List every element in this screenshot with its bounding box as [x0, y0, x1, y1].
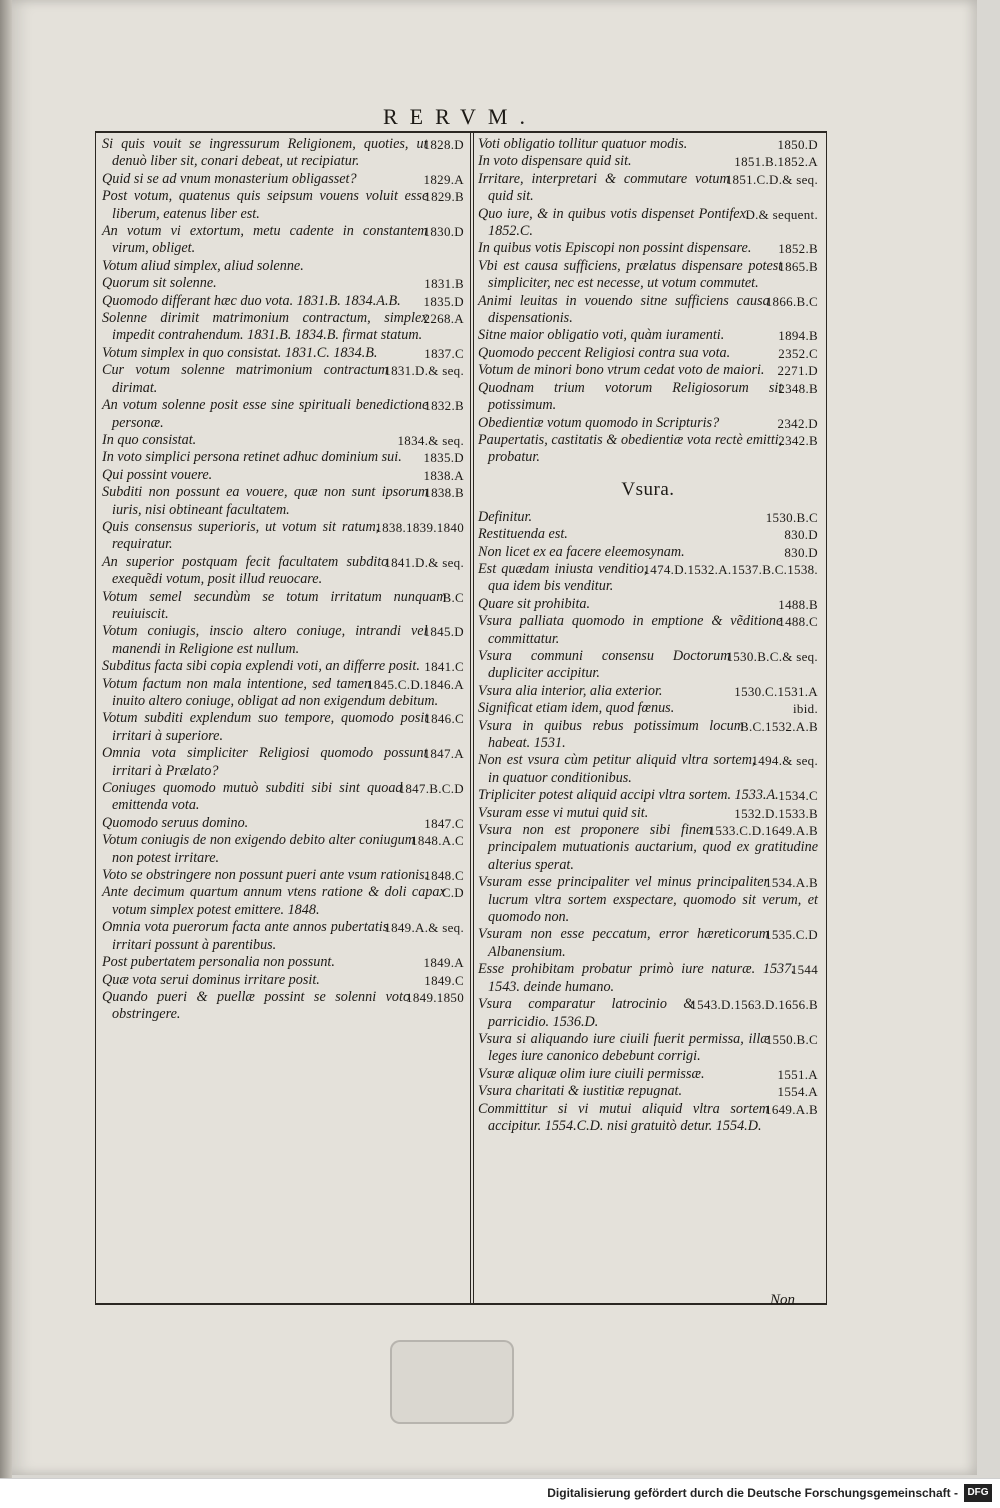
index-entry-text: Vsura charitati & iustitiæ repugnat. [478, 1083, 683, 1100]
index-entry [102, 449, 464, 466]
index-entry-reference: 1535.C.D [765, 927, 818, 943]
index-entry [478, 380, 818, 415]
index-entry-text: Post pubertatem personalia non possunt. [102, 954, 335, 971]
index-entry-text: Non licet ex ea facere eleemosynam. [478, 543, 685, 560]
index-entry-reference: 1551.A [777, 1066, 818, 1082]
index-entry-reference: 1837.C [424, 345, 464, 361]
index-entry [102, 223, 464, 258]
column-divider [470, 131, 471, 1303]
index-entry-text: Vsuram esse principaliter vel minus principaliter lucrum vltra sortem exspectare, quomodo sit verum, et quomodo non. [478, 874, 818, 926]
index-entry [102, 658, 464, 675]
index-entry [478, 362, 818, 379]
index-entry-text: Vsura communi consensu Doctorum dupliciter accipitur. [478, 647, 731, 682]
index-entry [478, 926, 818, 961]
index-entry [102, 919, 464, 954]
index-entry-reference: 1829.B [424, 189, 464, 205]
index-entry-reference: 1849.C [424, 972, 464, 988]
index-entry [478, 752, 818, 787]
index-entry-text: In voto simplici persona retinet adhuc dominium sui. [102, 449, 402, 466]
index-entry [478, 293, 818, 328]
index-entry [478, 258, 818, 293]
index-entry-text: Tripliciter potest aliquid accipi vltra sortem. 1533.A. [478, 787, 779, 804]
index-entry-text: Post votum, quatenus quis seipsum vouens voluit esse liberum, eatenus liber est. [102, 188, 429, 222]
index-entry-reference: 1847.C [424, 815, 464, 831]
index-entry-text: Omnia vota simpliciter Religiosi quomodo possunt irritari à Prælato? [102, 745, 428, 779]
index-entry-reference: 1835.D [423, 450, 464, 466]
index-entry-reference: 1544 [790, 962, 818, 978]
index-entry [102, 815, 464, 832]
index-entry-text: Paupertatis, castitatis & obedientiæ vota rectè emitti, probatur. [478, 431, 783, 466]
index-entry [102, 554, 464, 589]
index-entry [478, 1101, 818, 1136]
index-entry-text: Sitne maior obligatio voti, quàm iuramenti. [478, 327, 725, 344]
index-entry-reference: D.& sequent. [745, 206, 818, 222]
index-entry [478, 1083, 818, 1100]
index-entry [102, 989, 464, 1024]
index-entry-reference: 1831.D.& seq. [384, 363, 464, 379]
index-entry-text: Significat etiam idem, quod fœnus. [478, 700, 675, 717]
index-entry-text: Coniuges quomodo mutuò subditi sibi sint quoad emittenda vota. [102, 780, 403, 814]
index-entry [478, 1066, 818, 1083]
index-entry-reference: 1494.& seq. [751, 753, 818, 769]
index-entry-reference: 1841.C [424, 659, 464, 675]
running-head: RERVM. [383, 104, 537, 129]
index-entry-reference: 1838.1839.1840 [375, 519, 464, 535]
index-entry-reference: 1851.C.D.& seq. [725, 171, 818, 187]
index-entry-reference: 2352.C [778, 345, 818, 361]
index-entry [478, 874, 818, 926]
index-entry-text: An votum solenne posit esse sine spirituali benedictione personæ. [102, 397, 429, 431]
index-entry-text: Quo iure, & in quibus votis dispenset Pontifex. 1852.C. [478, 205, 750, 240]
index-entry-reference: 1849.A.& seq. [384, 920, 464, 936]
index-entry [478, 136, 818, 153]
index-entry-reference: B.C.1532.A.B [739, 718, 818, 734]
index-entry-reference: 1834.& seq. [397, 432, 464, 448]
index-entry-reference: 1831.B [424, 276, 464, 292]
index-entry-text: Votum coniugis de non exigendo debito alter coniugum non potest irritare. [102, 832, 416, 866]
index-entry-reference: 1866.B.C [765, 293, 818, 309]
index-entry [478, 1031, 818, 1066]
index-entry-text: Vsura comparatur latrocinio & parricidio. 1536.D. [478, 996, 695, 1030]
index-entry-text: Ante decimum quartum annum vtens ratione & doli capax votum simplex potest emittere. 1848. [102, 884, 446, 918]
index-entry [478, 171, 818, 206]
index-entry-text: Quando pueri & puellæ possint se solenni voto obstringere. [102, 988, 411, 1023]
index-entry-text: Obedientiæ votum quomodo in Scripturis? [478, 414, 720, 431]
index-entry-reference: 1845.D [423, 624, 464, 640]
index-entry-text: Quæ vota serui dominus irritare posit. [102, 971, 320, 988]
footer-credit: Digitalisierung gefördert durch die Deutsche Forschungsgemeinschaft - [547, 1486, 958, 1500]
index-entry-text: Voto se obstringere non possunt pueri ante vsum rationis. [102, 867, 429, 884]
index-entry-text: In quo consistat. [102, 431, 197, 448]
index-entry [478, 996, 818, 1031]
index-entry [478, 415, 818, 432]
index-entry-reference: 1530.C.1531.A [734, 683, 818, 699]
index-entry-text: Vbi est causa sufficiens, prælatus dispensare potest simpliciter, nec est necesse, ut votum commutet. [478, 257, 783, 292]
index-entry-reference: ibid. [793, 701, 818, 717]
index-entry-text: Votum de minori bono vtrum cedat voto de maiori. [478, 362, 765, 379]
index-entry [478, 683, 818, 700]
index-entry-reference: 1832.B [424, 398, 464, 414]
index-entry-reference: 1852.B [778, 241, 818, 257]
library-stamp [390, 1340, 514, 1424]
index-entry [478, 961, 818, 996]
index-entry-reference: 1534.C [778, 788, 818, 804]
index-entry-reference: 1829.A [423, 171, 464, 187]
index-entry-reference: 1845.C.D.1846.A [367, 676, 464, 692]
index-entry-reference: 1849.A [423, 955, 464, 971]
index-entry-reference: 1543.D.1563.D.1656.B [690, 997, 818, 1013]
index-entry [478, 700, 818, 717]
index-entry [478, 561, 818, 596]
index-entry [102, 623, 464, 658]
index-entry-reference: 1841.D.& seq. [384, 554, 464, 570]
index-entry [102, 293, 464, 310]
index-entry-text: Quodnam trium votorum Religiosorum sit potissimum. [478, 379, 783, 414]
index-entry [478, 648, 818, 683]
index-entry-text: Definitur. [478, 508, 532, 525]
index-entry-text: Irritare, interpretari & commutare votum quid sit. [478, 170, 730, 205]
index-entry-text: Est quædam iniusta venditio, qua idem bis venditur. [478, 560, 648, 595]
index-entry-reference: 2271.D [777, 363, 818, 379]
index-entry [478, 345, 818, 362]
index-entry-reference: 1488.B [778, 596, 818, 612]
index-entry [478, 240, 818, 257]
index-entry-reference: 1838.A [423, 467, 464, 483]
index-entry-text: Non est vsura cùm petitur aliquid vltra sortem, in quatuor conditionibus. [478, 752, 756, 786]
index-entry [102, 832, 464, 867]
index-entry-text: Restituenda est. [478, 526, 568, 543]
index-entry-reference: 1847.B.C.D [398, 781, 464, 797]
index-entry-reference: 1835.D [423, 293, 464, 309]
index-entry-reference: 1848.C [424, 868, 464, 884]
index-entry-reference: B.C [442, 589, 464, 605]
index-entry [102, 275, 464, 292]
index-entry-reference: 830.D [784, 544, 818, 560]
index-entry-text: Subditi non possunt ea vouere, quæ non sunt ipsorum iuris, nisi obtineant facultatem. [102, 484, 429, 518]
index-entry-text: Quare sit prohibita. [478, 595, 591, 612]
index-entry [478, 805, 818, 822]
index-entry-text: Quorum sit solenne. [102, 275, 217, 292]
index-entry-text: In voto dispensare quid sit. [478, 153, 632, 170]
index-entry-text: Cur votum solenne matrimonium contractum dirimat. [102, 362, 389, 396]
index-entry [478, 718, 818, 753]
index-entry [478, 153, 818, 170]
index-entry [478, 613, 818, 648]
index-entry-text: Animi leuitas in vouendo sitne sufficiens causa dispensationis. [478, 292, 770, 327]
index-entry-reference: 1554.A [777, 1084, 818, 1100]
index-entry-text: Quis consensus superioris, ut votum sit ratum, requiratur. [102, 518, 380, 553]
index-entry-reference: 1849.1850 [406, 989, 464, 1005]
index-entry-text: Solenne dirimit matrimonium contractum, simplex impedit contrahendum. 1831.B. 1834.B. firmat statum. [102, 310, 428, 344]
index-entry-reference: 2268.A [423, 311, 464, 327]
book-spine-edge [0, 0, 12, 1507]
index-entry [102, 780, 464, 815]
index-entry-reference: 1649.A.B [765, 1101, 818, 1117]
index-entry-text: Vsuram non esse peccatum, error hæreticorum Albanensium. [478, 926, 770, 960]
index-entry-reference: 2348.B [778, 380, 818, 396]
index-entry-reference: 2342.D [777, 415, 818, 431]
index-entry-reference: 1488.C [778, 614, 818, 630]
index-entry [102, 345, 464, 362]
index-entry [102, 884, 464, 919]
index-entry-text: Votum aliud simplex, aliud solenne. [102, 257, 304, 274]
index-entry-text: Vsura si aliquando iure ciuili fuerit permissa, illæ leges iure canonico debebunt corrigi. [478, 1030, 770, 1065]
index-entry-text: Subditus facta sibi copia explendi voti, an differre posit. [102, 658, 420, 675]
index-entry-text: An votum vi extortum, metu cadente in constantem virum, obliget. [102, 223, 428, 257]
index-entry-reference: 1532.D.1533.B [734, 805, 818, 821]
index-entry [478, 509, 818, 526]
index-entry [478, 544, 818, 561]
index-entry-text: Omnia vota puerorum facta ante annos pubertatis irritari possunt à parentibus. [102, 919, 389, 953]
index-entry [102, 484, 464, 519]
index-entry-reference: 1830.D [423, 224, 464, 240]
index-entry [102, 310, 464, 345]
index-entry-text: Quid si se ad vnum monasterium obligasset? [102, 170, 357, 187]
section-heading-vsura: Vsura. [621, 478, 675, 500]
index-entry [478, 526, 818, 543]
index-entry-text: In quibus votis Episcopi non possint dispensare. [478, 240, 752, 257]
index-entry [478, 432, 818, 467]
index-entry-reference: 1894.B [778, 328, 818, 344]
index-entry [102, 171, 464, 188]
index-entry-text: Votum subditi explendum suo tempore, quomodo posit irritari à superiore. [102, 710, 429, 744]
index-entry-reference: 2342.B [778, 432, 818, 448]
index-entry-text: Voti obligatio tollitur quatuor modis. [478, 136, 688, 152]
index-entry-reference: 1828.D [423, 137, 464, 152]
index-entry [478, 206, 818, 241]
index-entry [102, 710, 464, 745]
index-entry-text: Qui possint vouere. [102, 466, 213, 483]
index-entry-text: Quomodo differant hæc duo vota. 1831.B. 1834.A.B. [102, 292, 401, 309]
index-entry-text: Vsuræ aliquæ olim iure ciuili permissæ. [478, 1065, 705, 1082]
index-entry [478, 327, 818, 344]
index-entry [478, 596, 818, 613]
index-entry-reference: 1838.B [424, 485, 464, 501]
index-entry-reference: 1533.C.D.1649.A.B [708, 823, 818, 839]
index-entry-reference: 1848.A.C [411, 833, 464, 849]
index-entry-text: Votum coniugis, inscio altero coniuge, intrandi vel manendi in Religione est nullum. [102, 623, 428, 657]
index-entry [102, 258, 464, 275]
index-entry-text: An superior postquam fecit facultatem subdito exequẽdi votum, posit illud reuocare. [102, 553, 389, 588]
digitization-footer [0, 1478, 1000, 1508]
index-entry-text: Quomodo peccent Religiosi contra sua vota. [478, 344, 731, 361]
index-entry-reference: 1850.D [777, 137, 818, 152]
index-entry [102, 867, 464, 884]
index-entry-text: Votum simplex in quo consistat. 1831.C. 1834.B. [102, 344, 378, 361]
index-entry-text: Votum semel secundùm se totum irritatum nunquam reuiuiscit. [102, 588, 447, 622]
index-entry-reference: 1550.B.C [765, 1031, 818, 1047]
index-entry [478, 822, 818, 874]
index-entry-reference: 830.D [784, 527, 818, 543]
index-entry-reference: 1534.A.B [765, 875, 818, 891]
dfg-logo-icon[interactable]: DFG [964, 1484, 992, 1502]
index-entry [102, 362, 464, 397]
index-entry [102, 676, 464, 711]
index-entry [102, 136, 464, 171]
index-entry-reference: 1847.A [423, 746, 464, 762]
index-entry [102, 972, 464, 989]
index-entry [102, 745, 464, 780]
index-entry-reference: 1865.B [778, 258, 818, 274]
index-entry [102, 589, 464, 624]
index-entries-vsura [478, 509, 818, 1136]
index-entry [478, 787, 818, 804]
index-entry-reference: 1530.B.C.& seq. [726, 648, 818, 664]
index-entry-text: Vsura palliata quomodo in emptione & vẽditione committatur. [478, 613, 783, 647]
index-entry-reference: C.D [441, 885, 464, 901]
index-column-right [478, 136, 818, 1135]
index-entry [102, 397, 464, 432]
index-entry [102, 467, 464, 484]
index-entry-text: Quomodo seruus domino. [102, 814, 249, 831]
index-entry [102, 954, 464, 971]
index-entry-reference: 1846.C [424, 711, 464, 727]
index-entry-reference: 1851.B.1852.A [734, 154, 818, 170]
index-entry-text: Committitur si vi mutui aliquid vltra sortem accipitur. 1554.C.D. nisi gratuitò detur. 1554.D. [478, 1100, 770, 1134]
catchword: Non [770, 1292, 796, 1308]
index-entry [102, 432, 464, 449]
index-entries-vows [478, 136, 818, 467]
index-entry-text: Si quis vouit se ingressurum Religionem, quoties, ut denuò liber sit, conari debeat, ut recipiatur. [102, 136, 428, 170]
index-entry-reference: 1530.B.C [765, 509, 818, 525]
index-entry-text: Esse prohibitam probatur primò iure naturæ. 1537. 1543. deinde humano. [478, 961, 795, 995]
index-entry-text: Vsura alia interior, alia exterior. [478, 682, 663, 699]
index-entry-text: Vsuram esse vi mutui quid sit. [478, 804, 649, 821]
index-entry-text: Votum factum non mala intentione, sed tamen inuito altero coniuge, obligat ad non exigendum debitum. [102, 675, 439, 709]
index-entry [102, 188, 464, 223]
index-entry-text: Vsura non est proponere sibi finem principalem mutuationis auctarium, quod ex gratitudine alterius sperat. [478, 822, 818, 873]
index-entry-reference: 1474.D.1532.A.1537.B.C.1538. [643, 561, 818, 577]
index-entry [102, 519, 464, 554]
index-column-left [102, 136, 464, 1024]
index-entry-text: Vsura in quibus rebus potissimum locum habeat. 1531. [478, 717, 744, 751]
